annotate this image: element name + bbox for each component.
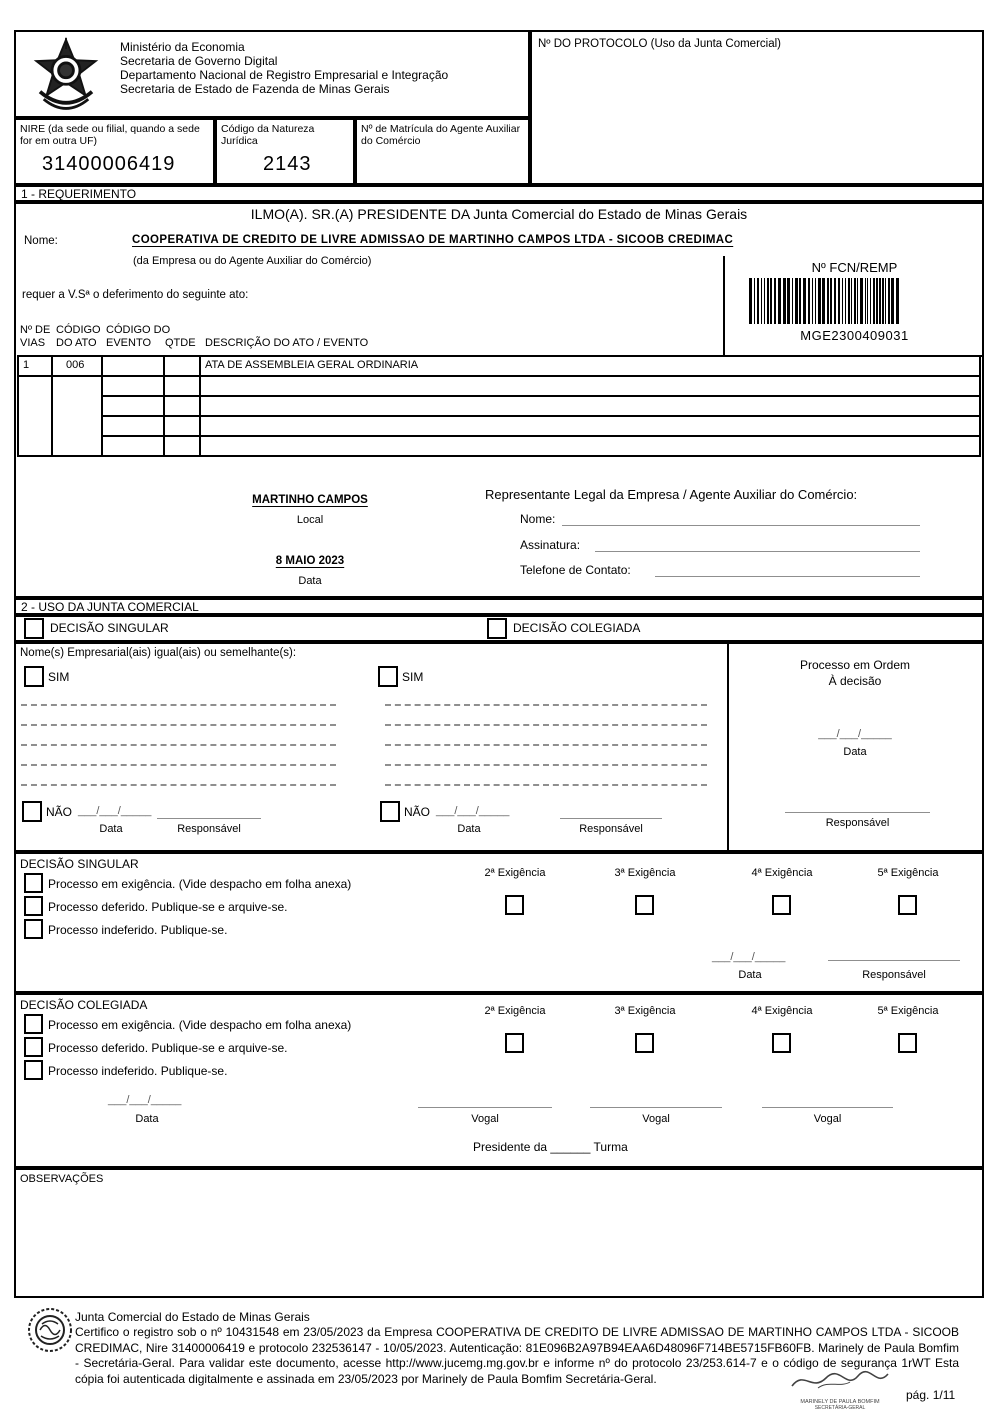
protocol-box	[530, 30, 984, 185]
ds-option-label-1: Processo em exigência. (Vide despacho em folha anexa)	[48, 877, 352, 891]
process-order-label: Processo em Ordem	[799, 658, 911, 672]
panel-responsavel-label: Responsável	[825, 817, 890, 829]
section2-bar	[14, 598, 984, 615]
ministry-line: Ministério da Economia	[120, 40, 245, 54]
dc-data-label: Data	[135, 1113, 159, 1125]
dc-option-checkbox-2[interactable]	[24, 1037, 43, 1057]
president-line: Presidente da ______ Turma	[473, 1140, 628, 1154]
fcn-barcode-value: MGE2300409031	[800, 328, 909, 343]
table-cell-descricao: ATA DE ASSEMBLEIA GERAL ORDINARIA	[205, 359, 419, 371]
name-write-line[interactable]	[385, 764, 707, 766]
responsavel-line-2[interactable]	[560, 818, 662, 819]
name-write-line[interactable]	[385, 704, 707, 706]
nao-label-2: NÃO	[404, 805, 431, 819]
date-value: 8 MAIO 2023	[275, 555, 345, 567]
dc-exigencia-checkbox-5[interactable]	[898, 1033, 917, 1053]
footer-org: Junta Comercial do Estado de Minas Gerais	[75, 1310, 310, 1324]
ds-responsavel-label: Responsável	[862, 969, 926, 981]
table-cell-ato: 006	[66, 359, 85, 371]
rep-sign-field[interactable]	[595, 551, 920, 552]
col-header-qtde: QTDE	[165, 337, 196, 349]
ds-title: DECISÃO SINGULAR	[20, 857, 139, 871]
ds-exigencia-checkbox-3[interactable]	[635, 895, 654, 915]
sim-checkbox-1[interactable]	[24, 666, 44, 687]
rep-name-field[interactable]	[562, 525, 920, 526]
signature-stamp	[788, 1368, 892, 1410]
table-line	[101, 355, 103, 457]
panel-responsavel-line[interactable]	[785, 812, 930, 813]
dc-option-checkbox-3[interactable]	[24, 1060, 43, 1080]
fcn-barcode	[749, 278, 964, 324]
jucemg-seal-icon	[26, 1306, 74, 1354]
data-label-2: Data	[457, 823, 481, 835]
date-write-2[interactable]: ___/___/_____	[436, 805, 510, 817]
rep-phone-label: Telefone de Contato:	[520, 563, 631, 577]
footer-certification: Certifico o registro sob o nº 10431548 em 23/05/2023 da Empresa COOPERATIVA DE CREDITO DE LIVRE ADMISSAO DE MARTINHO CAMPOS LTDA - SICOOB CREDIMAC, Nire 31400006419 e protocolo 232536147 - 10/05/2023. Autenticação: 81E096B2A97B94EAA6D48096F714BE5715FB60FB. Marinely de Paula Bomfim - Secretária-Geral. Para validar este documento, acesse http://www.jucemg.mg.gov.br e informe nº do protocolo 23/253.614-7 e o código de segurança 1rWT Esta cópia foi autenticada digitalmente e assinada em 23/05/2023 por Marinely de Paula Bomfim Secretária-Geral.	[75, 1325, 959, 1386]
dc-title: DECISÃO COLEGIADA	[20, 998, 148, 1012]
request-line: requer a V.Sª o deferimento do seguinte ato:	[22, 289, 249, 301]
rep-phone-field[interactable]	[655, 576, 920, 577]
table-line	[17, 455, 981, 457]
ds-exigencia-checkbox-5[interactable]	[898, 895, 917, 915]
table-line	[17, 375, 981, 377]
responsavel-line-1[interactable]	[157, 818, 261, 819]
table-line	[101, 415, 981, 417]
ministry-line: Secretaria de Governo Digital	[120, 54, 278, 68]
col-header-evento: CÓDIGO DO EVENTO	[106, 324, 171, 349]
header-box	[14, 30, 530, 118]
name-hint: (da Empresa ou do Agente Auxiliar do Comércio)	[133, 255, 372, 267]
table-line	[51, 355, 53, 457]
nao-checkbox-1[interactable]	[22, 801, 42, 822]
sim-checkbox-2[interactable]	[378, 666, 398, 687]
panel-divider	[727, 642, 729, 852]
ds-exigencia-label-2: 2ª Exigência	[484, 867, 546, 879]
sim-label-1: SIM	[48, 670, 70, 684]
table-line	[979, 355, 981, 457]
dc-option-label-1: Processo em exigência. (Vide despacho em folha anexa)	[48, 1018, 352, 1032]
ds-option-label-3: Processo indeferido. Publique-se.	[48, 923, 228, 937]
name-label: Nome:	[24, 235, 58, 247]
vogal-line-3[interactable]	[762, 1107, 893, 1108]
dc-exigencia-checkbox-2[interactable]	[505, 1033, 524, 1053]
table-line	[17, 355, 19, 457]
dc-date-write[interactable]: ___/___/_____	[108, 1094, 182, 1106]
protocol-label: Nº DO PROTOCOLO (Uso da Junta Comercial)	[538, 38, 781, 50]
vogal-line-2[interactable]	[590, 1107, 722, 1108]
name-write-line[interactable]	[385, 784, 707, 786]
vogal-line-1[interactable]	[418, 1107, 552, 1108]
observacoes-box[interactable]	[14, 1168, 984, 1298]
fcn-label: Nº FCN/REMP	[811, 260, 898, 275]
dc-exigencia-label-3: 3ª Exigência	[614, 1005, 676, 1017]
natureza-juridica-box	[215, 118, 355, 185]
ministry-line: Secretaria de Estado de Fazenda de Minas Gerais	[120, 82, 390, 96]
ds-responsavel-line[interactable]	[828, 960, 960, 961]
col-header-vias: Nº DE VIAS	[20, 324, 51, 349]
brazil-coat-of-arms-icon	[28, 36, 104, 114]
decisao-colegiada-check-label: DECISÃO COLEGIADA	[513, 621, 641, 635]
name-write-line[interactable]	[385, 724, 707, 726]
page-number: pág. 1/11	[906, 1388, 956, 1402]
natureza-value: 2143	[263, 153, 312, 175]
name-write-line[interactable]	[21, 744, 336, 746]
name-write-line[interactable]	[21, 724, 336, 726]
panel-date-write[interactable]: ___/___/_____	[818, 728, 892, 740]
ds-exigencia-label-5: 5ª Exigência	[877, 867, 939, 879]
rep-name-label: Nome:	[520, 512, 556, 526]
matricula-agente-box	[355, 118, 530, 185]
ds-data-label: Data	[738, 969, 762, 981]
ds-exigencia-label-3: 3ª Exigência	[614, 867, 676, 879]
company-name: COOPERATIVA DE CREDITO DE LIVRE ADMISSAO DE MARTINHO CAMPOS LTDA - SICOOB CREDIMAC	[132, 234, 734, 246]
data-label-1: Data	[99, 823, 123, 835]
dc-option-label-2: Processo deferido. Publique-se e arquive-se.	[48, 1041, 288, 1055]
to-decision-label: À decisão	[828, 674, 882, 688]
table-line	[17, 355, 981, 357]
nire-label: NIRE (da sede ou filial, quando a sede for em outra UF)	[20, 123, 200, 147]
col-header-ato: CÓDIGO DO ATO	[56, 324, 101, 349]
dc-exigencia-checkbox-4[interactable]	[772, 1033, 791, 1053]
vogal-label-1: Vogal	[471, 1113, 499, 1125]
section1-bar	[14, 185, 984, 202]
name-write-line[interactable]	[21, 764, 336, 766]
table-line	[199, 355, 201, 457]
decisao-singular-check-label: DECISÃO SINGULAR	[50, 621, 169, 635]
natureza-label: Código da Natureza Jurídica	[221, 123, 315, 147]
table-cell-vias: 1	[23, 359, 30, 371]
dc-exigencia-label-4: 4ª Exigência	[751, 1005, 813, 1017]
nire-value: 31400006419	[42, 153, 176, 175]
table-line	[101, 395, 981, 397]
responsavel-label-2: Responsável	[579, 823, 643, 835]
ds-option-checkbox-1[interactable]	[24, 873, 43, 893]
section1-title: 1 - REQUERIMENTO	[21, 186, 137, 201]
ds-exigencia-label-4: 4ª Exigência	[751, 867, 813, 879]
panel-data-label: Data	[843, 746, 867, 758]
ministry-line: Departamento Nacional de Registro Empresarial e Integração	[120, 68, 449, 82]
stamp-name: MARINELY DE PAULA BOMFIM	[800, 1399, 880, 1405]
signature-scribble-icon	[788, 1368, 892, 1394]
decisao-colegiada-checkbox[interactable]	[487, 618, 507, 639]
table-line	[101, 435, 981, 437]
dc-option-checkbox-1[interactable]	[24, 1014, 43, 1034]
addressee-line: ILMO(A). SR.(A) PRESIDENTE DA Junta Comercial do Estado de Minas Gerais	[250, 206, 748, 222]
nao-label-1: NÃO	[46, 805, 73, 819]
ds-exigencia-checkbox-2[interactable]	[505, 895, 524, 915]
ds-option-checkbox-3[interactable]	[24, 919, 43, 939]
ds-option-label-2: Processo deferido. Publique-se e arquive-se.	[48, 900, 288, 914]
matricula-label: Nº de Matrícula do Agente Auxiliar do Comércio	[361, 123, 521, 147]
name-write-line[interactable]	[21, 704, 336, 706]
ds-date-write[interactable]: ___/___/_____	[712, 951, 786, 963]
observacoes-label: OBSERVAÇÕES	[20, 1173, 104, 1185]
decisao-singular-checkbox[interactable]	[24, 618, 44, 639]
stamp-role: SECRETÁRIA-GERAL	[814, 1405, 866, 1411]
dc-option-label-3: Processo indeferido. Publique-se.	[48, 1064, 228, 1078]
date-write-1[interactable]: ___/___/_____	[78, 805, 152, 817]
dc-exigencia-label-5: 5ª Exigência	[877, 1005, 939, 1017]
section2-title: 2 - USO DA JUNTA COMERCIAL	[21, 599, 199, 614]
name-write-line[interactable]	[385, 744, 707, 746]
fcn-box	[723, 256, 984, 357]
dc-exigencia-checkbox-3[interactable]	[635, 1033, 654, 1053]
vogal-label-2: Vogal	[642, 1113, 670, 1125]
name-write-line[interactable]	[21, 784, 336, 786]
ds-exigencia-checkbox-4[interactable]	[772, 895, 791, 915]
vogal-label-3: Vogal	[813, 1113, 842, 1125]
local-value: MARTINHO CAMPOS	[252, 494, 368, 506]
nao-checkbox-2[interactable]	[380, 801, 400, 822]
rep-sign-label: Assinatura:	[520, 538, 581, 552]
nire-box	[14, 118, 215, 185]
table-line	[163, 355, 165, 457]
date-label: Data	[298, 575, 322, 587]
responsavel-label-1: Responsável	[177, 823, 241, 835]
names-question: Nome(s) Empresarial(ais) igual(ais) ou semelhante(s):	[20, 647, 297, 659]
sim-label-2: SIM	[402, 670, 424, 684]
col-header-descricao: DESCRIÇÃO DO ATO / EVENTO	[205, 337, 369, 349]
dc-exigencia-label-2: 2ª Exigência	[484, 1005, 546, 1017]
rep-title: Representante Legal da Empresa / Agente Auxiliar do Comércio:	[485, 487, 858, 502]
local-label: Local	[296, 514, 324, 526]
ds-option-checkbox-2[interactable]	[24, 896, 43, 916]
